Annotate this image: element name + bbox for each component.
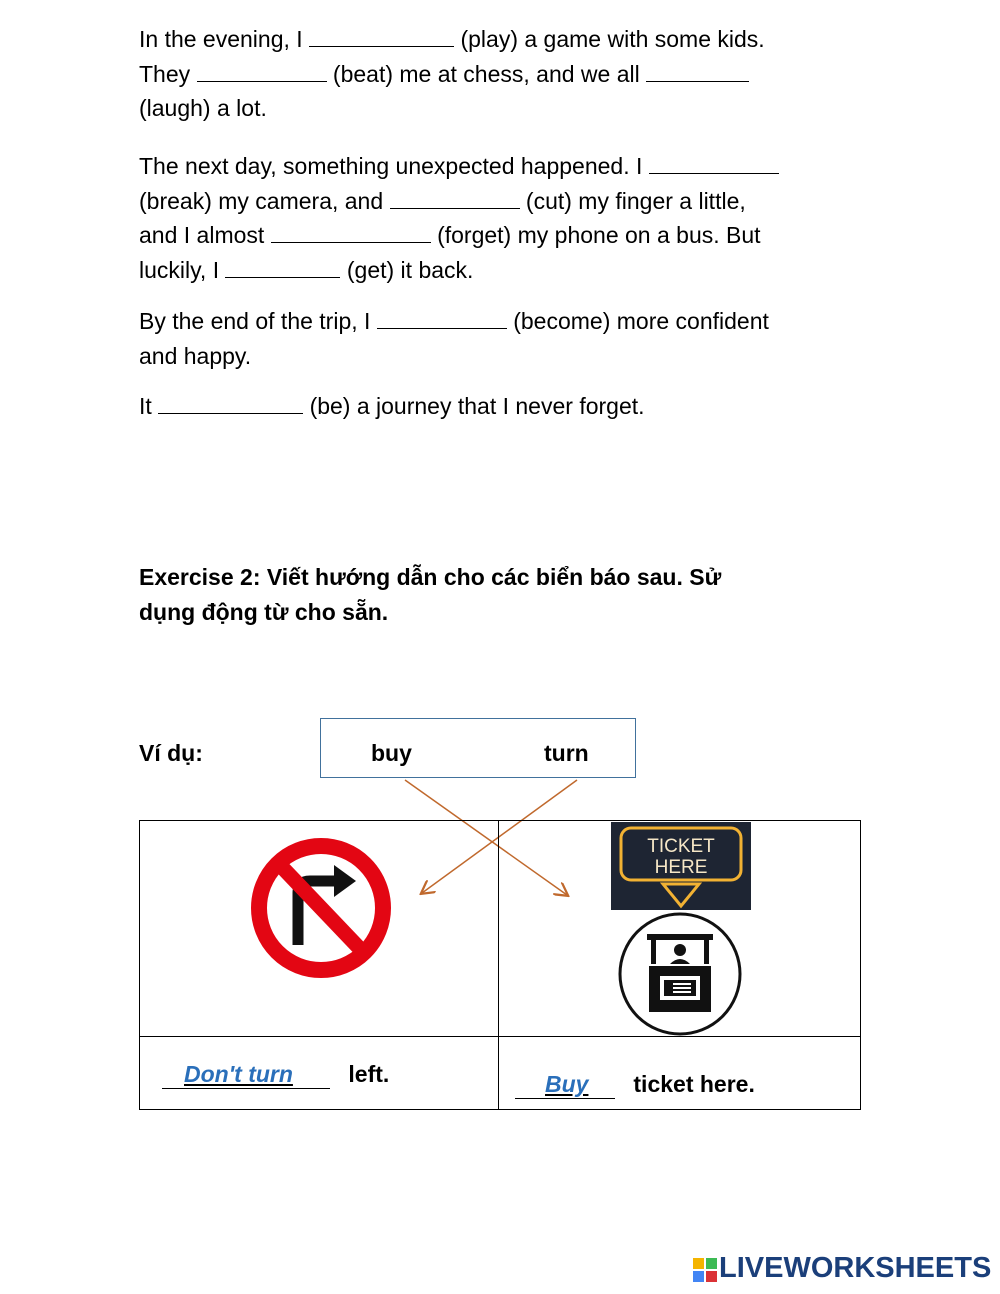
- sign-cell-2: [499, 821, 861, 1037]
- signs-table: [139, 820, 861, 1110]
- answer-value: Buy: [545, 1071, 589, 1097]
- logo-text: LIVEWORKSHEETS: [719, 1252, 992, 1284]
- title-line: Exercise 2: Viết hướng dẫn cho các biển báo sau. Sử: [139, 564, 722, 590]
- sentence-suffix: ticket here.: [633, 1071, 755, 1097]
- text: (beat) me at chess, and we all: [332, 60, 640, 87]
- text: and happy.: [139, 342, 252, 369]
- word-bank-item[interactable]: buy: [371, 740, 412, 766]
- text: (become) more confident: [513, 308, 769, 334]
- text: (forget) my phone on a bus. But: [437, 222, 761, 248]
- text: (laugh) a lot.: [139, 95, 267, 121]
- paragraph-next-day: [139, 149, 869, 287]
- text: luckily, I: [139, 256, 220, 283]
- answer-blank[interactable]: [390, 186, 520, 209]
- exercise-2-title: [139, 560, 869, 629]
- answer-value: Don't turn: [184, 1061, 293, 1087]
- text: In the evening, I: [139, 26, 303, 52]
- word-bank-item[interactable]: turn: [544, 740, 589, 766]
- text: (play) a game with some kids.: [460, 26, 765, 52]
- answer-blank[interactable]: [649, 151, 779, 174]
- answer-blank[interactable]: [225, 255, 340, 278]
- word-bank-box: [320, 718, 636, 778]
- answer-blank[interactable]: [197, 59, 327, 82]
- logo-blocks-icon: [693, 1258, 717, 1282]
- answer-blank[interactable]: [309, 24, 454, 47]
- answer-blank[interactable]: [377, 306, 507, 329]
- answer-cell-1: [140, 1037, 499, 1110]
- answer-blank[interactable]: [158, 391, 303, 414]
- liveworksheets-logo: [693, 1252, 993, 1286]
- answer-sentence-1: [162, 1061, 389, 1089]
- ticket-booth-icon: [617, 912, 743, 1036]
- sentence-suffix: left.: [348, 1061, 390, 1087]
- answer-field[interactable]: [162, 1061, 330, 1089]
- answer-sentence-2: [515, 1071, 755, 1099]
- title-line: dụng động từ cho sẵn.: [139, 598, 389, 625]
- example-label: Ví dụ:: [139, 740, 203, 766]
- sign-cell-1: [140, 821, 499, 1037]
- text: and I almost: [139, 222, 265, 248]
- text: They: [139, 60, 191, 87]
- answer-cell-2: [499, 1037, 861, 1110]
- paragraph-evening: [139, 22, 869, 126]
- sign-text-ticket: TICKET: [647, 836, 715, 857]
- paragraph-end-of-trip: [139, 304, 869, 373]
- text: (get) it back.: [346, 256, 474, 283]
- text: The next day, something unexpected happened. I: [139, 153, 643, 179]
- text: By the end of the trip, I: [139, 308, 371, 334]
- answer-blank[interactable]: [271, 220, 431, 243]
- text: It: [139, 393, 152, 419]
- ticket-here-sign-icon: [611, 822, 751, 910]
- text: (break) my camera, and: [139, 187, 384, 214]
- answer-field[interactable]: [515, 1071, 615, 1099]
- paragraph-journey: [139, 389, 869, 424]
- sign-text-here: HERE: [654, 857, 708, 878]
- answer-blank[interactable]: [646, 59, 749, 82]
- no-right-turn-sign-icon: [248, 835, 394, 981]
- text: (cut) my finger a little,: [525, 187, 746, 214]
- text: (be) a journey that I never forget.: [309, 393, 645, 419]
